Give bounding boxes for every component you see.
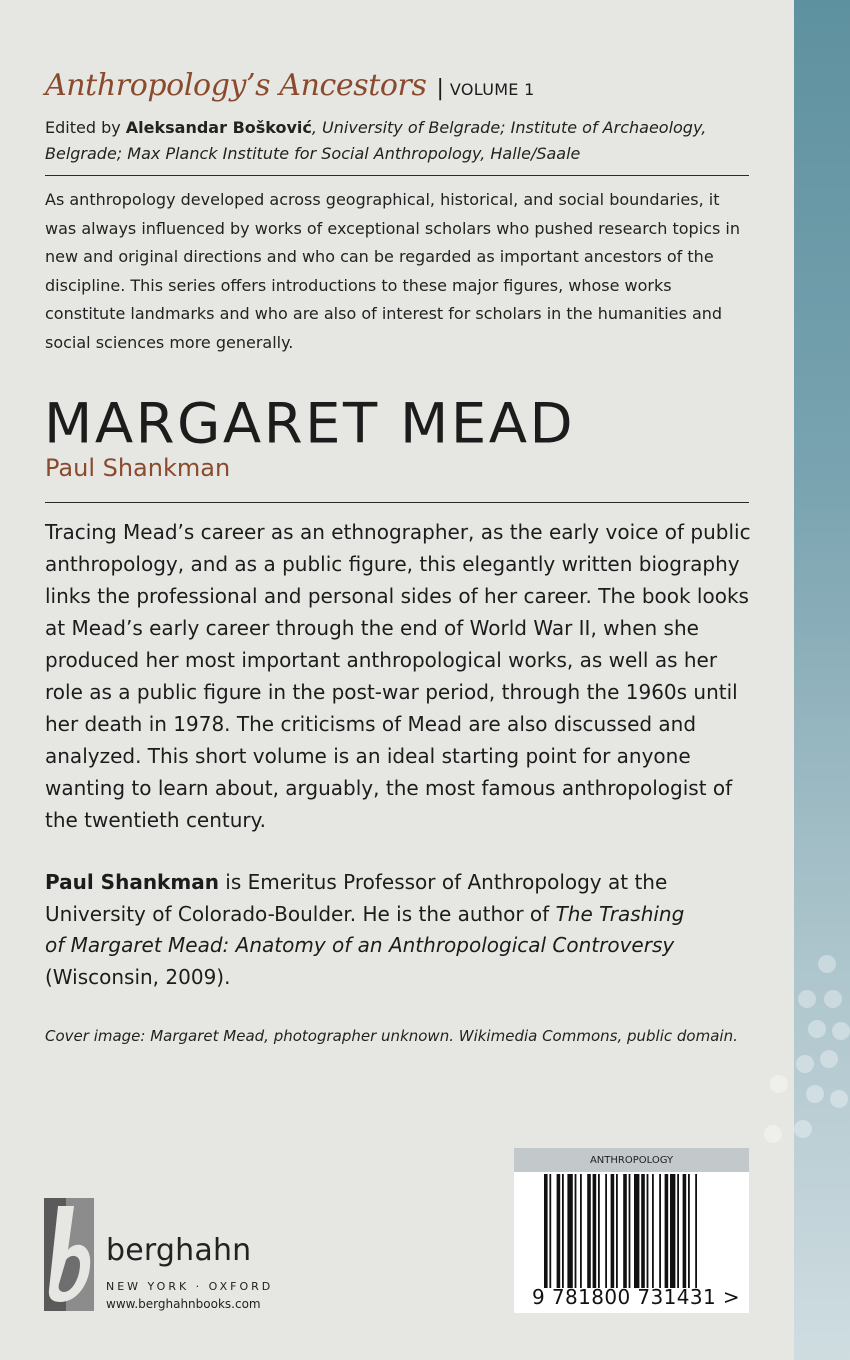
publisher-name: berghahn	[106, 1233, 252, 1268]
series-separator: |	[436, 76, 444, 101]
barcode-bar	[641, 1174, 645, 1288]
book-title: MARGARET MEAD	[44, 392, 576, 457]
cover-image-credit: Cover image: Margaret Mead, photographer unknown. Wikimedia Commons, public domain.	[45, 1027, 738, 1045]
book-author: Paul Shankman	[45, 454, 231, 482]
barcode-bar	[670, 1174, 675, 1288]
divider-rule	[45, 175, 749, 176]
decorative-dot	[824, 990, 842, 1008]
barcode-bar	[580, 1174, 582, 1288]
decorative-side-stripe	[794, 0, 850, 1360]
decorative-dot	[770, 1075, 788, 1093]
barcode-bar	[677, 1174, 679, 1288]
bio-book-title: The Trashing of Margaret Mead: Anatomy of an Anthropological Controversy	[45, 901, 685, 957]
author-bio	[45, 867, 705, 993]
decorative-dot	[818, 955, 836, 973]
barcode-bar	[575, 1174, 577, 1288]
barcode-bar	[688, 1174, 690, 1288]
barcode-bar	[557, 1174, 561, 1288]
barcode-bar	[695, 1174, 697, 1288]
barcode-bar	[616, 1174, 618, 1288]
barcode-bar	[593, 1174, 597, 1288]
publisher-cities: NEW YORK · OXFORD	[106, 1280, 274, 1293]
isbn-digits: 9 781800 731431 >	[532, 1285, 741, 1309]
barcode-bar	[652, 1174, 654, 1288]
isbn-barcode	[514, 1148, 749, 1313]
publisher-url: www.berghahnbooks.com	[106, 1297, 261, 1311]
series-editor	[45, 115, 760, 167]
barcode-bar	[629, 1174, 631, 1288]
barcode-bar	[544, 1174, 548, 1288]
bio-text-end: (Wisconsin, 2009).	[45, 964, 231, 989]
barcode-bar	[605, 1174, 607, 1288]
series-title: Anthropology’s Ancestors	[45, 68, 427, 103]
barcode-bar	[562, 1174, 564, 1288]
barcode-bar	[587, 1174, 591, 1288]
series-description: As anthropology developed across geographical, historical, and social boundaries, it was always influenced by works of exceptional scholars who pushed research topics in new and original directions and who can be regarded as important ancestors of the discipline. This series offers introductions to these major figures, whose works constitute landmarks and who are also of interest for scholars in the humanities and social sciences more generally.	[45, 190, 740, 352]
decorative-dot	[798, 990, 816, 1008]
bio-text: is Emeritus Professor of Anthropology at the University of Colorado-Boulder. He is the author of	[45, 870, 668, 926]
decorative-dot	[830, 1090, 848, 1108]
series-volume: VOLUME 1	[449, 80, 535, 99]
barcode-bar	[549, 1174, 551, 1288]
barcode-bar	[598, 1174, 600, 1288]
decorative-dot	[808, 1020, 826, 1038]
editor-prefix: Edited by	[45, 118, 126, 137]
editor-name: Aleksandar Bošković	[125, 118, 312, 137]
barcode-bar	[623, 1174, 627, 1288]
decorative-dot	[820, 1050, 838, 1068]
series-heading	[45, 68, 535, 103]
berghahn-logo-icon	[44, 1198, 94, 1311]
barcode-bar	[567, 1174, 572, 1288]
barcode-category: ANTHROPOLOGY	[514, 1148, 749, 1172]
barcode-bar	[659, 1174, 661, 1288]
decorative-dot	[806, 1085, 824, 1103]
decorative-dot	[832, 1022, 850, 1040]
barcode-bar	[634, 1174, 639, 1288]
barcode-bars	[544, 1174, 734, 1288]
editor-affiliation: , University of Belgrade; Institute of Archaeology, Belgrade; Max Planck Institute for Social Anthropology, Halle/Saale	[45, 118, 707, 163]
book-blurb: Tracing Mead’s career as an ethnographer, as the early voice of public anthropology, and as a public figure, this elegantly written biography links the professional and personal sides of her career. The book looks at Mead’s early career through the end of World War II, when she produced her most important anthropological works, as well as her role as a public figure in the post-war period, through the 1960s until her death in 1978. The criticisms of Mead are also discussed and analyzed. This short volume is an ideal starting point for anyone wanting to learn about, arguably, the most famous anthropologist of the twentieth century.	[45, 520, 751, 832]
decorative-dot	[764, 1125, 782, 1143]
decorative-dot	[794, 1120, 812, 1138]
barcode-bar	[665, 1174, 669, 1288]
barcode-bar	[683, 1174, 687, 1288]
decorative-dot	[796, 1055, 814, 1073]
barcode-bar	[647, 1174, 649, 1288]
bio-author-name: Paul Shankman	[45, 870, 219, 894]
divider-rule	[45, 502, 749, 503]
barcode-bar	[611, 1174, 615, 1288]
